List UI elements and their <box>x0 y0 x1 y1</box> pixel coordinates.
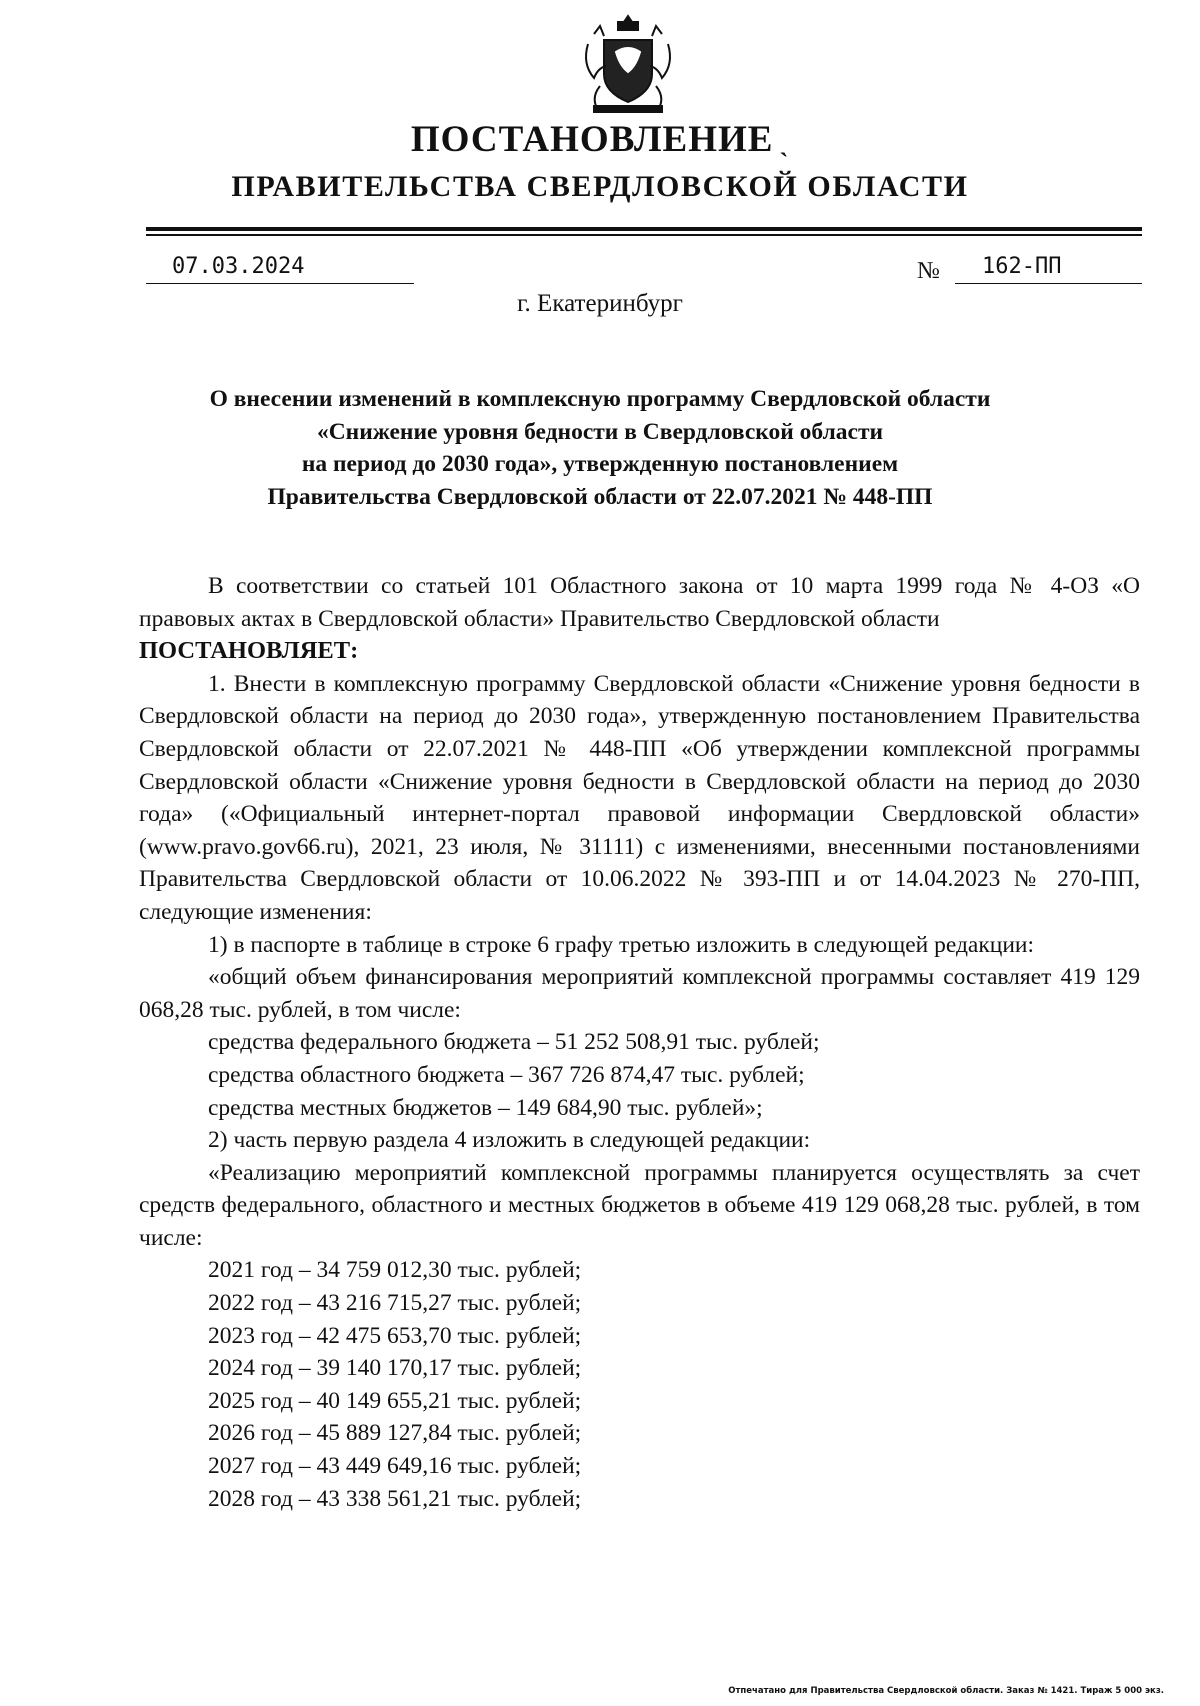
item-1-paragraph: 1. Внести в комплексную программу Свердловской области «Снижение уровня бедности в Свердловской области на период до 2030 года», утвержденную постановлением Правительства Свердловской области от 22.07.2021 № 448-ПП «Об утверждении комплексной программы Свердловской области «Снижение уровня бедности в Свердловской области на период до 2030 года» («Официальный интернет-портал правовой информации Свердловской области» (www.pravo.gov66.ru), 2021, 23 июля, № 31111) с изменениями, внесенными постановлениями Правительства Свердловской области от 10.06.2022 № 393-ПП и от 14.04.2023 № 270-ПП, следующие изменения: <box>139 670 1140 925</box>
subitem-2-paragraph: 2) часть первую раздела 4 изложить в следующей редакции: <box>208 1127 811 1154</box>
document-subtitle: ПРАВИТЕЛЬСТВА СВЕРДЛОВСКОЙ ОБЛАСТИ <box>231 170 969 203</box>
subitem-1-paragraph: 1) в паспорте в таблице в строке 6 графу третью изложить в следующей редакции: <box>208 931 1035 958</box>
quote-1-paragraph: «общий объем финансирования мероприятий комплексной программы составляет 419 129 068,28 тыс. рублей, в том числе: <box>139 964 1140 1023</box>
funding-line: средства местных бюджетов – 149 684,90 тыс. рублей»; <box>208 1094 763 1121</box>
year-line: 2027 год – 43 449 649,16 тыс. рублей; <box>208 1453 582 1480</box>
heading-line: Правительства Свердловской области от 22.07.2021 № 448-ПП <box>267 483 933 510</box>
document-body <box>139 570 1140 1515</box>
year-line: 2026 год – 45 889 127,84 тыс. рублей; <box>208 1420 582 1447</box>
year-line: 2022 год – 43 216 715,27 тыс. рублей; <box>208 1290 582 1317</box>
year-line: 2024 год – 39 140 170,17 тыс. рублей; <box>208 1355 582 1382</box>
header-rule-thick <box>146 227 1142 231</box>
date-underline <box>146 283 414 284</box>
heading-line: «Снижение уровня бедности в Свердловской области <box>316 418 884 445</box>
heading-line: О внесении изменений в комплексную программу Свердловской области <box>209 386 991 412</box>
number-underline <box>955 283 1142 284</box>
document-city: г. Екатеринбург <box>517 290 683 317</box>
document-date: 07.03.2024 <box>172 254 305 279</box>
document-heading <box>100 383 1100 513</box>
year-line: 2021 год – 34 759 012,30 тыс. рублей; <box>208 1257 582 1284</box>
year-line: 2023 год – 42 475 653,70 тыс. рублей; <box>208 1322 582 1349</box>
document-title: ПОСТАНОВЛЕНИЕ ˎ <box>410 119 790 160</box>
resolves-word: ПОСТАНОВЛЯЕТ: <box>139 637 359 665</box>
funding-line: средства федерального бюджета – 51 252 508,91 тыс. рублей; <box>208 1029 820 1056</box>
year-line: 2025 год – 40 149 655,21 тыс. рублей; <box>208 1387 582 1414</box>
quote-2-paragraph: «Реализацию мероприятий комплексной программы планируется осуществлять за счет средств федерального, областного и местных бюджетов в объеме 419 129 068,28 тыс. рублей, в том числе: <box>139 1159 1140 1251</box>
number-sign: № <box>917 258 940 284</box>
document-number: 162-ПП <box>982 254 1062 279</box>
heading-line: на период до 2030 года», утвержденную постановлением <box>301 451 899 477</box>
funding-line: средства областного бюджета – 367 726 874,47 тыс. рублей; <box>208 1061 805 1088</box>
year-line: 2028 год – 43 338 561,21 тыс. рублей; <box>208 1485 582 1512</box>
preamble-paragraph: В соответствии со статьей 101 Областного закона от 10 марта 1999 года № 4-ОЗ «О правовых актах в Свердловской области» Правительство Свердловской области <box>139 573 1140 632</box>
print-footer: Отпечатано для Правительства Свердловской области. Заказ № 1421. Тираж 5 000 экз. <box>728 1686 1164 1696</box>
header-rule-thin <box>146 234 1142 236</box>
coat-of-arms-emblem <box>580 14 676 114</box>
